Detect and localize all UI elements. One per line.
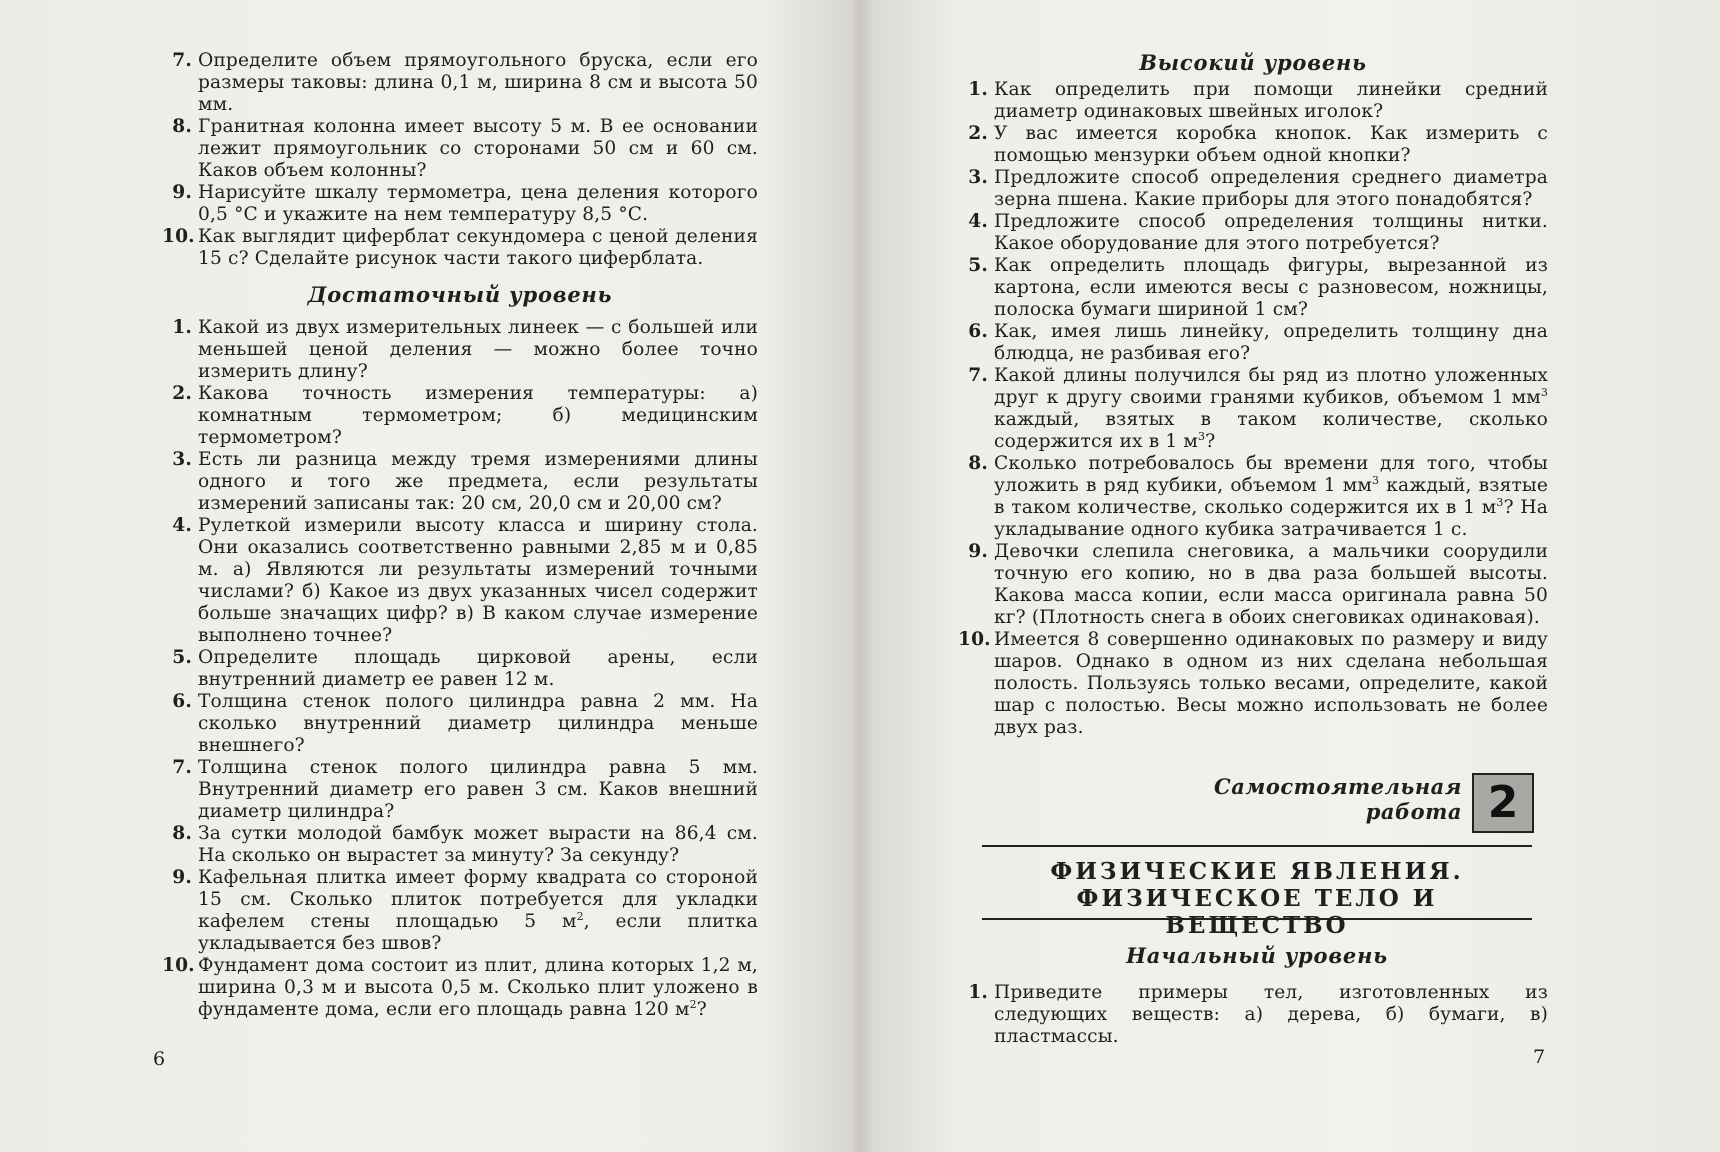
exercise-text: Определите объем прямоугольного бруска, если его размеры таковы: длина 0,1 м, ширина 8 см и высота 50 мм. [198, 50, 758, 115]
exercise-item [162, 647, 758, 691]
exercise-item [162, 116, 758, 182]
exercise-number: 1. [172, 317, 192, 338]
exercise-list-sufficient [162, 317, 758, 1021]
exercise-item [162, 50, 758, 116]
exercise-number: 6. [968, 321, 988, 342]
exercise-number: 1. [968, 982, 988, 1003]
exercise-item [162, 823, 758, 867]
exercise-text: Кафельная плитка имеет форму квадрата со стороной 15 см. Сколько плиток потребуется для укладки кафелем стены площадью 5 $м^2$, если плитка укладывается без швов? [198, 867, 758, 954]
exercise-number: 5. [968, 255, 988, 276]
exercise-item [162, 383, 758, 449]
exercise-text: Как определить площадь фигуры, вырезанной из картона, если имеются весы с разновесом, ножницы, полоска бумаги шириной 1 см? [994, 255, 1548, 320]
page-number-left: 6 [153, 1048, 166, 1070]
section-heading-initial: Начальный уровень [1126, 943, 1388, 968]
exercise-number: 7. [968, 365, 988, 386]
exercise-number: 4. [968, 211, 988, 232]
exercise-text: Гранитная колонна имеет высоту 5 м. В ее основании лежит прямоугольник со сторонами 50 см и 60 см. Каков объем колонны? [198, 116, 758, 181]
exercise-item [958, 321, 1548, 365]
independent-work-label-line1: Самостоятельная [1214, 774, 1462, 799]
exercise-item [958, 211, 1548, 255]
exercise-item [162, 449, 758, 515]
exercise-number: 3. [172, 449, 192, 470]
exercise-item [162, 867, 758, 955]
exercise-list-high [958, 79, 1548, 739]
exercise-number: 2. [172, 383, 192, 404]
exercise-text: Есть ли разница между тремя измерениями длины одного и того же предмета, если результаты измерений записаны так: 20 см, 20,0 см и 20,00 см? [198, 449, 758, 514]
exercise-text: У вас имеется коробка кнопок. Как измерить с помощью мензурки объем одной кнопки? [994, 123, 1548, 166]
exercise-item [162, 182, 758, 226]
exercise-number: 9. [172, 182, 192, 203]
exercise-text: Толщина стенок полого цилиндра равна 5 мм. Внутренний диаметр его равен 3 см. Каков внешний диаметр цилиндра? [198, 757, 758, 822]
exercise-number: 4. [172, 515, 192, 536]
exercise-number: 8. [172, 116, 192, 137]
exercise-list-initial [958, 982, 1548, 1048]
exercise-item [958, 453, 1548, 541]
exercise-text: Нарисуйте шкалу термометра, цена деления которого 0,5 °С и укажите на нем температуру 8,5 °С. [198, 182, 758, 225]
exercise-number: 3. [968, 167, 988, 188]
exercise-text: Имеется 8 совершенно одинаковых по размеру и виду шаров. Однако в одном из них сделана небольшая полость. Пользуясь только весами, определите, какой шар с полостью. Весы можно использовать не более двух раз. [994, 629, 1548, 738]
independent-work-label [1180, 774, 1462, 824]
exercise-text: Девочки слепила снеговика, а мальчики соорудили точную его копию, но в два раза большей высоты. Какова масса копии, если масса оригинала равна 50 кг? (Плотность снега в обоих снеговиках одинаковая). [994, 541, 1548, 628]
exercise-item [958, 79, 1548, 123]
title-rule-top [982, 845, 1532, 847]
exercise-number: 10. [958, 629, 991, 650]
page-number-right: 7 [1533, 1046, 1546, 1068]
exercise-item [958, 982, 1548, 1048]
exercise-item [162, 515, 758, 647]
left-column [162, 50, 758, 1021]
exercise-text: Какой длины получился бы ряд из плотно уложенных друг к другу своими гранями кубиков, объемом 1 $мм^3$ каждый, взятых в таком количестве, сколько содержится их в 1 $м^3$? [994, 365, 1548, 452]
work-number-box: 2 [1472, 773, 1534, 833]
section-heading-high: Высокий уровень [1139, 50, 1367, 75]
exercise-text: Определите площадь цирковой арены, если внутренний диаметр ее равен 12 м. [198, 647, 758, 690]
section-title [982, 858, 1532, 939]
exercise-text: Толщина стенок полого цилиндра равна 2 мм. На сколько внутренний диаметр цилиндра меньше внешнего? [198, 691, 758, 756]
right-column [958, 50, 1548, 739]
exercise-text: Предложите способ определения среднего диаметра зерна пшена. Какие приборы для этого понадобятся? [994, 167, 1548, 210]
exercise-number: 6. [172, 691, 192, 712]
exercise-number: 9. [172, 867, 192, 888]
exercise-item [162, 317, 758, 383]
exercise-number: 9. [968, 541, 988, 562]
exercise-item [958, 255, 1548, 321]
exercise-text: Какова точность измерения температуры: а) комнатным термометром; б) медицинским термометром? [198, 383, 758, 448]
exercise-text: Какой из двух измерительных линеек — с большей или меньшей ценой деления — можно более точно измерить длину? [198, 317, 758, 382]
exercise-number: 8. [968, 453, 988, 474]
exercise-item [162, 955, 758, 1021]
exercise-text: Фундамент дома состоит из плит, длина которых 1,2 м, ширина 0,3 м и высота 0,5 м. Сколько плит уложено в фундаменте дома, если его площадь равна 120 $м^2$? [198, 955, 758, 1020]
section-title-line1: ФИЗИЧЕСКИЕ ЯВЛЕНИЯ. [1050, 858, 1464, 885]
exercise-number: 7. [172, 757, 192, 778]
exercise-text: Как, имея лишь линейку, определить толщину дна блюдца, не разбивая его? [994, 321, 1548, 364]
independent-work-label-line2: работа [1365, 799, 1462, 824]
exercise-number: 10. [162, 955, 195, 976]
exercise-number: 2. [968, 123, 988, 144]
exercise-number: 10. [162, 226, 195, 247]
exercise-item [958, 541, 1548, 629]
exercise-text: Рулеткой измерили высоту класса и ширину стола. Они оказались соответственно равными 2,85 м и 0,85 м. а) Являются ли результаты измерений точными числами? б) Какое из двух указанных чисел содержит больше значащих цифр? в) В каком случае измерение выполнено точнее? [198, 515, 758, 646]
title-rule-bottom [982, 918, 1532, 920]
section-heading-sufficient: Достаточный уровень [307, 282, 613, 307]
exercise-item [162, 757, 758, 823]
exercise-number: 7. [172, 50, 192, 71]
exercise-number: 1. [968, 79, 988, 100]
exercise-text: За сутки молодой бамбук может вырасти на 86,4 см. На сколько он вырастет за минуту? За секунду? [198, 823, 758, 866]
exercise-item [958, 167, 1548, 211]
exercise-text: Сколько потребовалось бы времени для того, чтобы уложить в ряд кубики, объемом 1 $мм^3$ каждый, взятые в таком количестве, сколько содержится их в 1 $м^3$? На укладывание одного кубика затрачивается 1 с. [994, 453, 1548, 540]
exercise-text: Приведите примеры тел, изготовленных из следующих веществ: а) дерева, б) бумаги, в) пластмассы. [994, 982, 1548, 1047]
exercise-item [958, 123, 1548, 167]
exercise-number: 5. [172, 647, 192, 668]
exercise-list-top [162, 50, 758, 270]
exercise-item [958, 629, 1548, 739]
exercise-text: Как выглядит циферблат секундомера с ценой деления 15 с? Сделайте рисунок части такого циферблата. [198, 226, 758, 269]
exercise-text: Предложите способ определения толщины нитки. Какое оборудование для этого потребуется? [994, 211, 1548, 254]
exercise-item [162, 226, 758, 270]
exercise-number: 8. [172, 823, 192, 844]
exercise-item [958, 365, 1548, 453]
exercise-item [162, 691, 758, 757]
section-title-line2: ФИЗИЧЕСКОЕ ТЕЛО И ВЕЩЕСТВО [1076, 885, 1438, 939]
exercise-text: Как определить при помощи линейки средний диаметр одинаковых швейных иголок? [994, 79, 1548, 122]
